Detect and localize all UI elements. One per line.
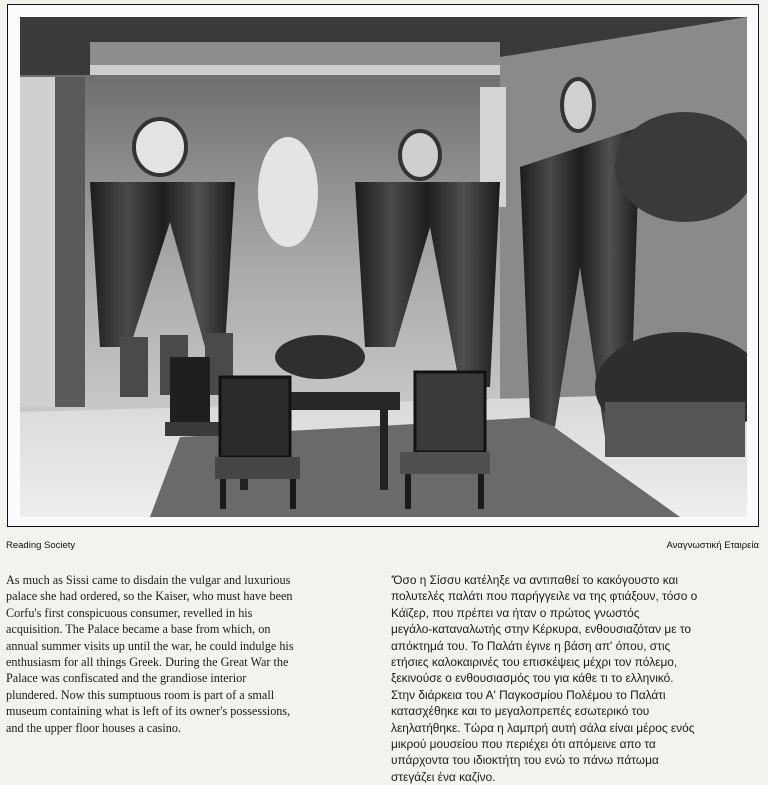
text-line: and the upper floor houses a casino.: [6, 720, 181, 735]
text-line: Κάϊζερ, που πρέπει να ήταν ο πρώτος γνωστός: [391, 605, 640, 620]
text-line: λεηλατήθηκε. Τώρα η λαμπρή αυτή σάλα είναι μέρος ενός: [391, 720, 695, 735]
english-paragraph: [6, 572, 294, 736]
text-line: plundered. Now this sumptuous room is part of a small: [6, 687, 275, 702]
greek-paragraph: [391, 572, 697, 785]
text-line: palace she had ordered, so the Kaiser, who must have been: [6, 589, 293, 604]
text-line: As much as Sissi came to disdain the vulgar and luxurious: [6, 573, 291, 587]
text-line: μικρού μουσείου που περιέχει ότι απόμεινε απο τα: [391, 737, 656, 752]
text-line: 'Όσο η Σίσσυ κατέληξε να αντιπαθεί το κακόγουστο και: [391, 573, 679, 587]
caption-reading-society: Reading Society: [6, 540, 76, 551]
caption-reading-society-greek: Αναγνωστική Εταιρεία: [666, 540, 759, 551]
text-line: acquisition. The Palace became a base from which, on: [6, 622, 271, 637]
text-line: υπάρχοντα του ιδιοκτήτη του ενώ το πάνω πάτωμα: [391, 753, 659, 768]
text-line: ετήσιες καλοκαιρινές του επισκέψεις μέχρι τον πόλεμο,: [391, 655, 678, 670]
photo-illustration: [20, 17, 747, 517]
text-line: museum containing what is left of its owner's possessions,: [6, 704, 291, 719]
text-line: στεγάζει ένα καζίνο.: [391, 769, 496, 784]
text-line: ξεκινούσε ο ενθουσιασμός του για κάθε τι το ελληνικό.: [391, 671, 674, 686]
text-line: Στην διάρκεια του Α' Παγκοσμίου Πολέμου το Παλάτι: [391, 687, 666, 702]
photo-frame: [7, 4, 759, 527]
text-line: απόκτημά του. Το Παλάτι έγινε η βάση απ' όπου, στις: [391, 638, 671, 653]
text-line: Palace was confiscated and the grandiose interior: [6, 671, 247, 686]
palace-interior-photo: [20, 17, 747, 517]
text-line: μεγάλο-καταναλωτής στην Κέρκυρα, ενθουσιαζόταν με το: [391, 622, 691, 637]
text-line: πολυτελές παλάτι που παρήγγειλε να της φτιάξουν, τόσο ο: [391, 589, 698, 604]
text-line: annual summer visits up until the war, he could indulge his: [6, 638, 294, 653]
text-line: enthusiasm for all things Greek. During the Great War the: [6, 655, 289, 670]
text-line: κατασχέθηκε και το μεγαλοπρεπές εσωτερικό του: [391, 704, 650, 719]
text-line: Corfu's first conspicuous consumer, revelled in his: [6, 605, 253, 620]
